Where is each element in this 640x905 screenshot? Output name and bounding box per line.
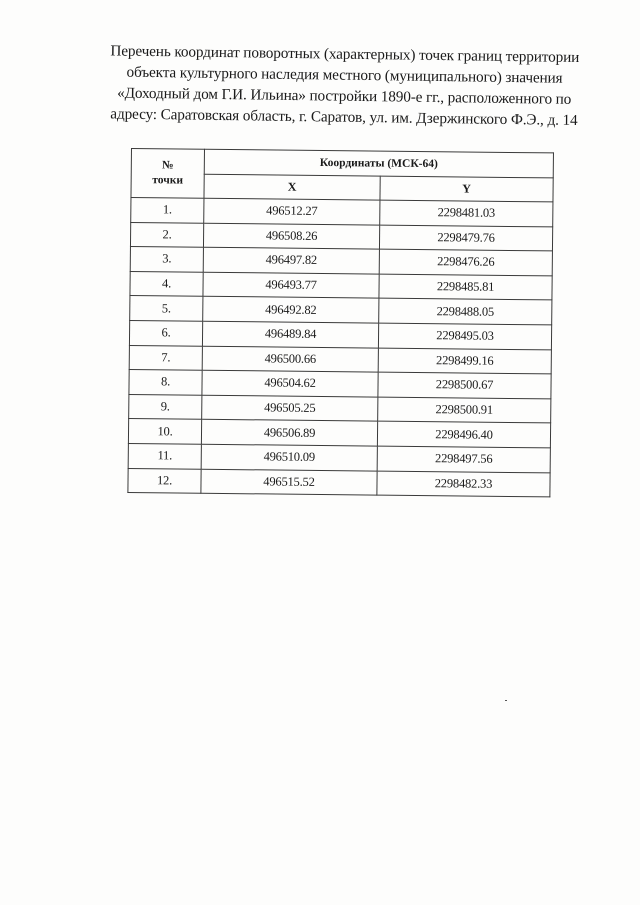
x-coordinate-cell: 496500.66 xyxy=(202,346,378,372)
point-number-cell: 7. xyxy=(129,345,202,370)
y-coordinate-cell: 2298479.76 xyxy=(379,225,552,251)
x-coordinate-cell: 496506.89 xyxy=(201,420,377,446)
point-number-cell: 12. xyxy=(128,468,201,493)
y-coordinate-cell: 2298482.33 xyxy=(377,471,550,497)
point-number-header xyxy=(131,149,205,199)
point-number-cell: 1. xyxy=(131,198,204,223)
y-coordinate-cell: 2298476.26 xyxy=(379,249,552,275)
coordinates-table xyxy=(127,148,554,498)
heading-line: объекта культурного наследия местного (муниципального) значения xyxy=(126,63,563,87)
x-coordinate-cell: 496512.27 xyxy=(204,198,380,224)
x-coordinate-cell: 496493.77 xyxy=(203,272,379,298)
y-coordinate-cell: 2298485.81 xyxy=(379,274,552,300)
coordinates-group-header: Координаты (МСК-64) xyxy=(204,149,553,178)
point-number-cell: 3. xyxy=(130,247,203,272)
x-coordinate-cell: 496492.82 xyxy=(203,297,379,323)
document-heading xyxy=(79,40,610,131)
y-coordinate-cell: 2298500.91 xyxy=(378,397,551,423)
point-number-cell: 10. xyxy=(128,419,201,444)
point-number-header-label: точки xyxy=(152,174,184,187)
y-coordinate-cell: 2298488.05 xyxy=(379,298,552,324)
point-number-cell: 5. xyxy=(130,296,203,321)
table-body xyxy=(128,198,553,498)
y-coordinate-cell: 2298499.16 xyxy=(378,348,551,374)
heading-line: «Доходный дом Г.И. Ильина» постройки 1890-е гг., расположенного по xyxy=(117,84,572,108)
point-number-cell: 11. xyxy=(128,443,201,468)
point-number-cell: 8. xyxy=(129,370,202,395)
x-column-header: X xyxy=(204,174,380,200)
coordinates-table-container xyxy=(127,148,554,498)
x-coordinate-cell: 496515.52 xyxy=(201,469,377,495)
y-coordinate-cell: 2298481.03 xyxy=(380,200,553,226)
y-coordinate-cell: 2298495.03 xyxy=(378,323,551,349)
x-coordinate-cell: 496489.84 xyxy=(202,321,378,347)
point-number-cell: 2. xyxy=(130,222,203,247)
table-header-row xyxy=(131,149,553,178)
y-coordinate-cell: 2298496.40 xyxy=(377,421,550,447)
x-coordinate-cell: 496505.25 xyxy=(202,395,378,421)
x-coordinate-cell: 496504.62 xyxy=(202,370,378,396)
scan-speck xyxy=(505,700,507,701)
y-coordinate-cell: 2298500.67 xyxy=(378,372,551,398)
point-number-header-symbol: № xyxy=(161,159,174,172)
y-column-header: Y xyxy=(380,176,553,202)
heading-line: Перечень координат поворотных (характерных) точек границ территории xyxy=(110,42,580,66)
x-coordinate-cell: 496497.82 xyxy=(203,247,379,273)
point-number-cell: 6. xyxy=(129,320,202,345)
table-row xyxy=(128,468,550,497)
x-coordinate-cell: 496510.09 xyxy=(201,444,377,470)
point-number-cell: 9. xyxy=(129,394,202,419)
y-coordinate-cell: 2298497.56 xyxy=(377,446,550,472)
x-coordinate-cell: 496508.26 xyxy=(203,223,379,249)
point-number-cell: 4. xyxy=(130,271,203,296)
heading-line: адресу: Саратовская область, г. Саратов, ул. им. Дзержинского Ф.Э., д. 14 xyxy=(110,105,578,129)
